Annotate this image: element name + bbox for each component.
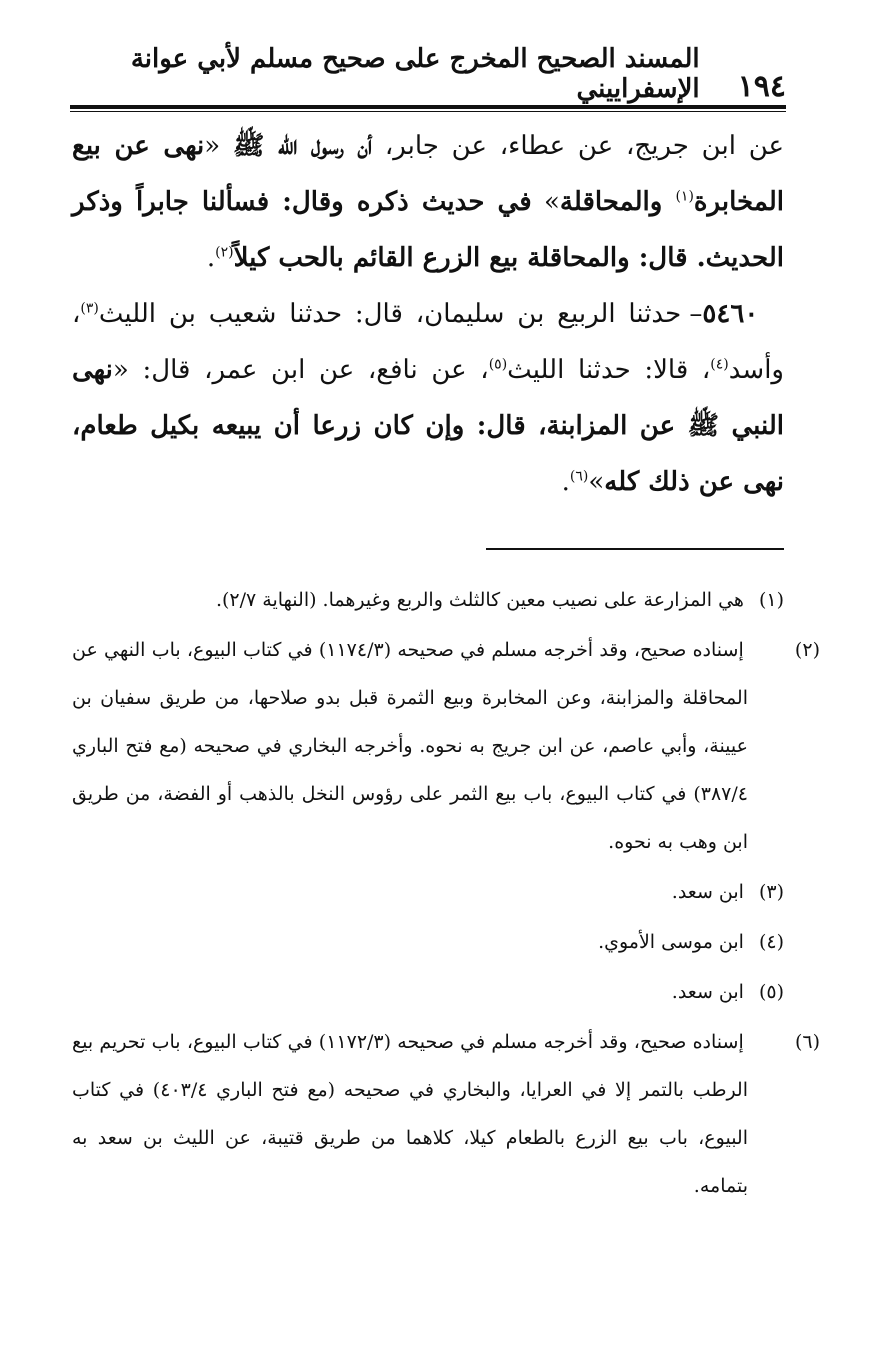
footnote-number: (٥) — [758, 981, 784, 1003]
hadith-number: ٥٤٦٠ — [702, 299, 759, 329]
text-segment: – حدثنا الربيع بن سليمان، قال: حدثنا شعيب بن الليث — [98, 299, 703, 329]
footnote-number: (٢) — [794, 639, 820, 661]
footnote-text: هي المزارعة على نصيب معين كالثلث والربع وغيرهما. (النهاية ٢/٧). — [215, 589, 744, 611]
quote-close: » — [531, 187, 560, 217]
text-segment-bold: في حديث ذكره وقال: فسألنا جابراً وذكر الحديث. قال: والمحاقلة بيع الزرع القائم بالحب كيلاً — [72, 187, 784, 273]
paragraph-1 — [72, 118, 784, 286]
main-text — [72, 118, 784, 510]
text-segment: ، قالا: حدثنا الليث — [507, 355, 711, 385]
footnote-text: ابن موسى الأموي. — [598, 931, 744, 953]
footnote-4 — [72, 918, 784, 966]
text-segment: ، عن نافع، عن ابن عمر، قال: « — [112, 355, 489, 385]
footnote-ref-5: (٥) — [488, 356, 508, 373]
footnote-separator — [486, 548, 784, 550]
text-segment-bold: والمحاقلة — [559, 187, 676, 217]
footnotes — [72, 576, 820, 1212]
footnote-5 — [72, 968, 784, 1016]
period: . — [561, 467, 570, 497]
footnote-ref-4: (٤) — [710, 356, 729, 373]
text-segment: عن ابن جريج، عن عطاء، عن جابر، — [372, 131, 785, 161]
footnote-3 — [72, 868, 784, 916]
footnote-number: (٣) — [758, 881, 784, 903]
paragraph-2 — [72, 286, 784, 510]
running-title: المسند الصحيح المخرج على صحيح مسلم لأبي عوانة الإسفراييني — [130, 44, 700, 104]
period: . — [206, 243, 216, 273]
footnote-text: ابن سعد. — [671, 881, 744, 903]
footnote-ref-1: (١) — [675, 188, 694, 205]
text-segment-bold: أن رسول الله ﷺ — [233, 131, 373, 161]
header-rule-thick — [70, 105, 786, 109]
footnote-text: إسناده صحيح، وقد أخرجه مسلم في صحيحه (١١٧٤/٣) في كتاب البيوع، باب النهي عن المحاقلة والمزابنة، وعن المخابرة وبيع الثمرة قبل بدو صلاحها، من طريق سفيان بن عيينة، وأبي عاصم، عن ابن جريج به نحوه. وأخرجه البخاري في صحيحه (مع فتح الباري ٣٨٧/٤) في كتاب البيوع، باب بيع الثمر على رؤوس النخل بالذهب أو الفضة، من طريق ابن وهب به نحوه. — [72, 639, 748, 853]
page-number: ١٩٤ — [737, 69, 786, 104]
footnote-1 — [72, 576, 784, 624]
text-segment: ، وأسد — [72, 299, 784, 385]
text-segment-bold: نهى النبي ﷺ عن المزابنة، قال: وإن كان زرعا أن يبيعه بكيل طعام، نهى عن ذلك كله — [72, 355, 784, 497]
footnote-ref-2: (٢) — [215, 244, 234, 261]
footnote-ref-3: (٣) — [80, 300, 99, 317]
header-rule-thin — [70, 111, 786, 112]
quote-close: » — [588, 467, 605, 497]
footnote-text: إسناده صحيح، وقد أخرجه مسلم في صحيحه (١١٧٢/٣) في كتاب البيوع، باب تحريم بيع الرطب بالتمر إلا في العرايا، والبخاري في صحيحه (مع فتح الباري ٤٠٣/٤) في كتاب البيوع، باب بيع الزرع بالطعام كيلا، كلاهما من طريق قتيبة، عن الليث بن سعد به بتمامه. — [72, 1031, 748, 1197]
footnote-6 — [72, 1018, 820, 1210]
footnote-ref-6: (٦) — [569, 468, 589, 485]
text-segment-bold: نهى عن بيع المخابرة — [72, 131, 785, 217]
footnote-number: (٤) — [758, 931, 784, 953]
page-header — [70, 44, 786, 104]
footnote-number: (١) — [758, 589, 784, 611]
footnote-number: (٦) — [794, 1031, 820, 1053]
footnote-text: ابن سعد. — [671, 981, 744, 1003]
quote-open: « — [204, 131, 234, 161]
footnote-2 — [72, 626, 820, 866]
